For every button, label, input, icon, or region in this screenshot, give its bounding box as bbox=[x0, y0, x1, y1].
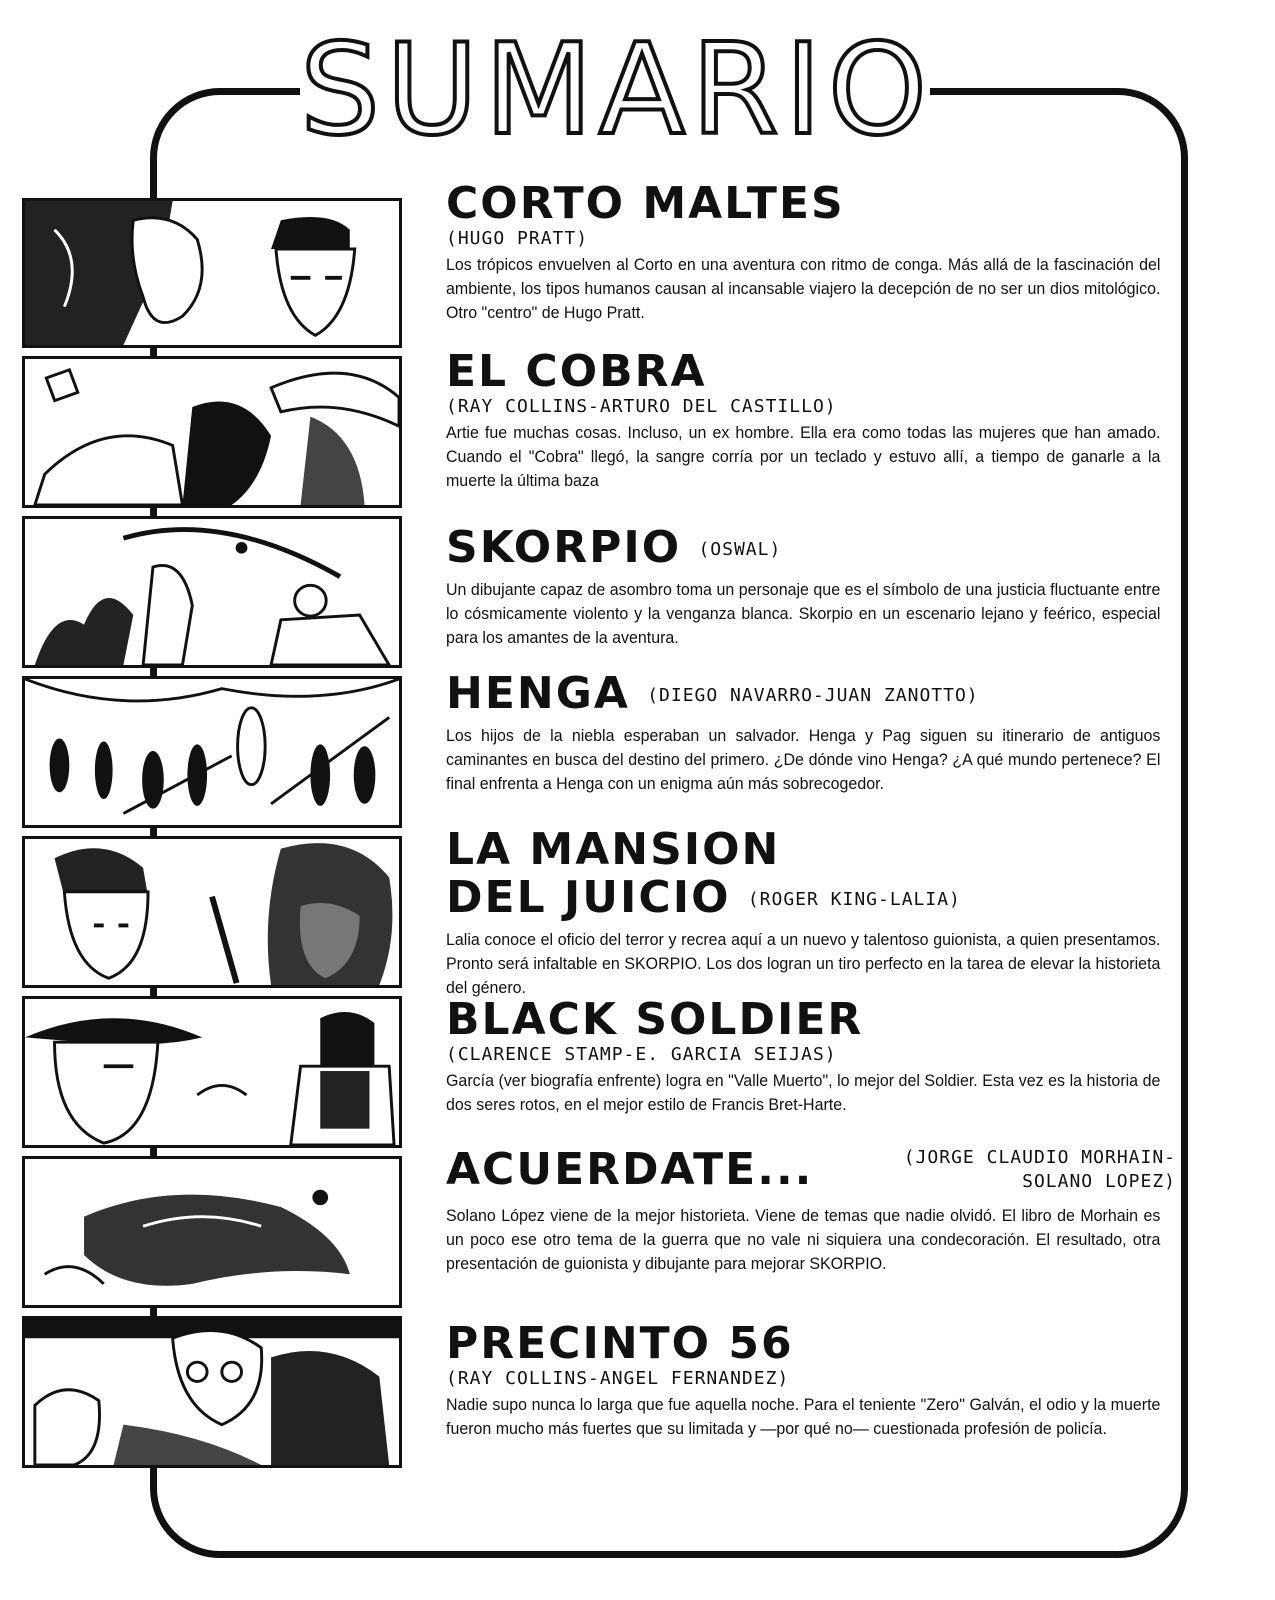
entry-black-soldier bbox=[446, 996, 1166, 1117]
entry-title: ACUERDATE... bbox=[446, 1144, 814, 1195]
entry-description: Solano López viene de la mejor historieta. Viene de temas que nadie olvidó. El libro de Morhain es un poco ese otro tema de la guerra que no vale ni siquiera una condecoración. El resultado, otra presentación de guionista y dibujante para mejorar SKORPIO. bbox=[446, 1206, 1161, 1273]
el-cobra-panel bbox=[22, 356, 402, 508]
masthead-title: SUMARIO bbox=[300, 16, 933, 163]
entry-precinto-56 bbox=[446, 1320, 1166, 1441]
corto-maltes-panel bbox=[22, 198, 402, 348]
entry-title: BLACK SOLDIER bbox=[446, 994, 864, 1045]
henga-panel bbox=[22, 676, 402, 828]
entry-acuerdate bbox=[446, 1144, 1176, 1276]
entry-description: García (ver biografía enfrente) logra en "Valle Muerto", lo mejor del Soldier. Esta vez es la historia de dos seres rotos, en el mejor estilo de Francis Bret-Harte. bbox=[446, 1071, 1161, 1114]
entry-credit: (CLARENCE STAMP-E. GARCIA SEIJAS) bbox=[446, 1044, 837, 1065]
entry-description: Los trópicos envuelven al Corto en una aventura con ritmo de conga. Más allá de la fascinación del ambiente, los tipos humanos causan al incansable viajero la decepción de no ser un dios mitológico. Otro "centro" de Hugo Pratt. bbox=[446, 255, 1161, 322]
entry-description: Lalia conoce el oficio del terror y recrea aquí a un nuevo y talentoso guionista, a quien presentamos. Pronto será infaltable en SKORPIO. Los dos logran un tiro perfecto en la tarea de elevar la historieta del género. bbox=[446, 930, 1161, 997]
entry-description: Artie fue muchas cosas. Incluso, un ex hombre. Ella era como todas las mujeres que han amado. Cuando el "Cobra" llegó, la sangre corría por un teclado y estuvo allí, a tiempo de ganarle a la muerte la última baza bbox=[446, 423, 1161, 490]
entry-title: PRECINTO 56 bbox=[446, 1318, 794, 1369]
black-soldier-panel bbox=[22, 996, 402, 1148]
entry-credit: (HUGO PRATT) bbox=[446, 228, 589, 249]
entry-la-mansion-del-juicio bbox=[446, 826, 1166, 1000]
entry-title: CORTO MALTES bbox=[446, 178, 845, 229]
entry-el-cobra bbox=[446, 348, 1166, 493]
entry-credit: (OSWAL) bbox=[698, 539, 782, 560]
precinto-56-panel bbox=[22, 1316, 402, 1468]
entry-skorpio bbox=[446, 524, 1166, 650]
entry-credit-line-1: (JORGE CLAUDIO MORHAIN- bbox=[903, 1147, 1176, 1168]
entry-title: SKORPIO bbox=[446, 522, 682, 573]
entry-credit-line-2: SOLANO LOPEZ) bbox=[1022, 1171, 1176, 1192]
entry-credit: (DIEGO NAVARRO-JUAN ZANOTTO) bbox=[647, 685, 979, 706]
entry-title-line-2: DEL JUICIO bbox=[446, 872, 731, 923]
entry-title-line-1: LA MANSION bbox=[446, 824, 781, 875]
entry-credit: (RAY COLLINS-ARTURO DEL CASTILLO) bbox=[446, 396, 837, 417]
entry-title: EL COBRA bbox=[446, 346, 707, 397]
skorpio-panel bbox=[22, 516, 402, 668]
entry-corto-maltes bbox=[446, 180, 1166, 325]
acuerdate-panel bbox=[22, 1156, 402, 1308]
la-mansion-del-juicio-panel bbox=[22, 836, 402, 988]
entry-henga bbox=[446, 670, 1166, 796]
entry-description: Nadie supo nunca lo larga que fue aquella noche. Para el teniente "Zero" Galván, el odio y la muerte fueron mucho más fuertes que su limitada y —por qué no— cuestionada profesión de policía. bbox=[446, 1395, 1161, 1438]
entry-description: Los hijos de la niebla esperaban un salvador. Henga y Pag siguen su itinerario de antiguos caminantes en busca del destino del primero. ¿De dónde vino Henga? ¿A qué mundo pertenece? El final enfrenta a Henga con un enigma aún más sobrecogedor. bbox=[446, 726, 1161, 793]
entry-description: Un dibujante capaz de asombro toma un personaje que es el símbolo de una justicia fluctuante entre lo cósmicamente violento y la venganza blanca. Skorpio en un escenario lejano y feérico, especial para los amantes de la aventura. bbox=[446, 580, 1161, 647]
entry-title: HENGA bbox=[446, 668, 630, 719]
entry-credit: (ROGER KING-LALIA) bbox=[747, 889, 961, 910]
entry-credit: (RAY COLLINS-ANGEL FERNANDEZ) bbox=[446, 1368, 790, 1389]
entry-credit bbox=[876, 1146, 1176, 1194]
